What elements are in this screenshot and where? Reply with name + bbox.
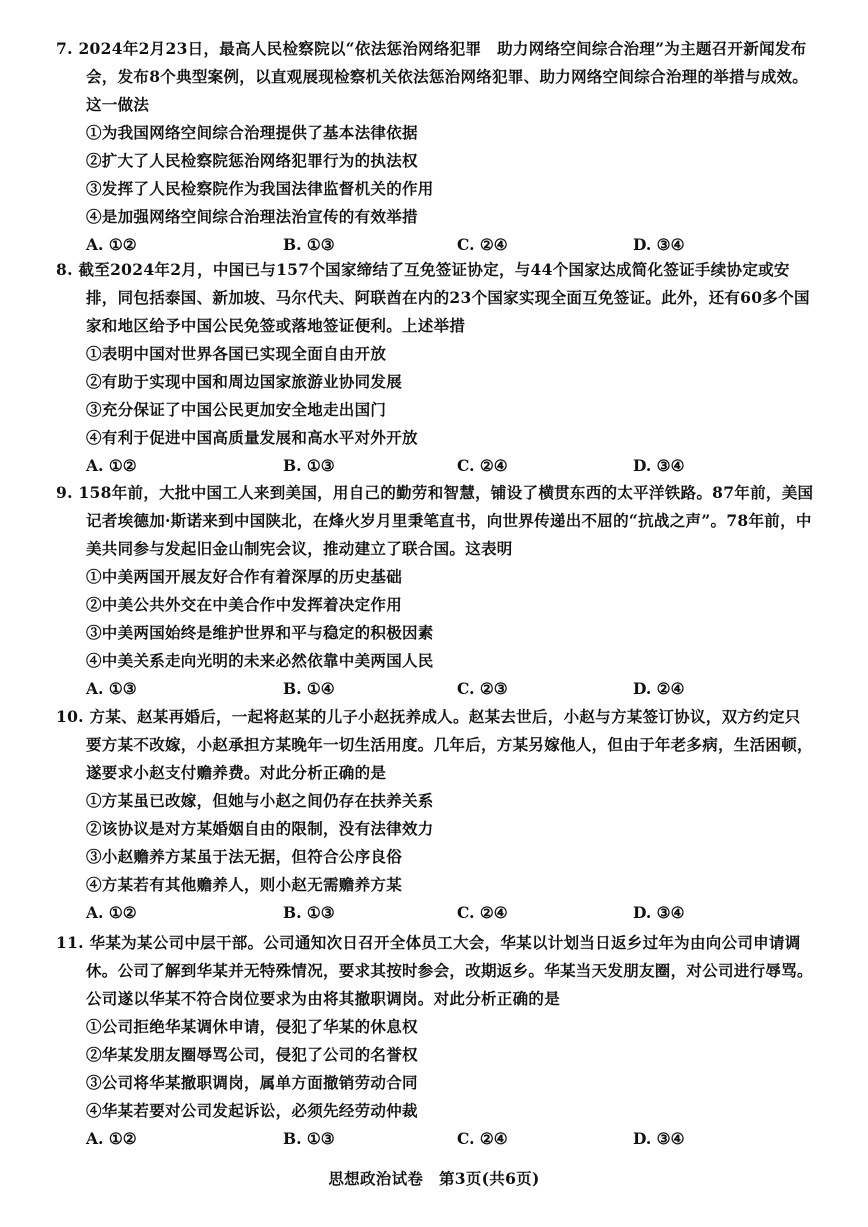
question-stem: 7. 2024年2月23日，最高人民检察院以“依法惩治网络犯罪 助力网络空间综合治理”为主题召开新闻发布会，发布8个典型案例，以直观展现检察机关依法惩治网络犯罪、助力网络空间综合治理的举措与成效。这一做法	[56, 39, 809, 114]
statement-2: ②中美公共外交在中美合作中发挥着决定作用	[86, 595, 403, 614]
option-d: D. ③④	[633, 235, 685, 254]
question-stem: 11. 华某为某公司中层干部。公司通知次日召开全体员工大会，华某以计划当日返乡过年为由向公司申请调休。公司了解到华某并无特殊情况，要求其按时参会，改期返乡。华某当天发朋友圈，对公司进行辱骂。公司遂以华某不符合岗位要求为由将其撤职调岗。对此分析正确的是	[56, 933, 813, 1008]
statement-1: ①公司拒绝华某调休申请，侵犯了华某的休息权	[86, 1017, 418, 1036]
statement-list	[0, 340, 868, 452]
answer-options	[0, 675, 868, 703]
option-a: A. ①②	[86, 1129, 137, 1148]
answer-options	[0, 899, 868, 927]
statement-list	[0, 563, 868, 675]
page-footer: 思想政治试卷 第3页(共6页)	[328, 1169, 540, 1188]
question-stem: 9. 158年前，大批中国工人来到美国，用自己的勤劳和智慧，铺设了横贯东西的太平洋铁路。87年前，美国记者埃德加·斯诺来到中国陕北，在烽火岁月里秉笔直书，向世界传递出不屈的“抗战之声”。78年前，中美共同参与发起旧金山制宪会议，推动建立了联合国。这表明	[56, 483, 814, 558]
option-b: B. ①③	[283, 456, 335, 475]
statement-3: ③充分保证了中国公民更加安全地走出国门	[86, 400, 387, 419]
option-b: B. ①④	[283, 679, 335, 698]
statement-2: ②华某发朋友圈辱骂公司，侵犯了公司的名誉权	[86, 1045, 418, 1064]
option-a: A. ①②	[86, 235, 137, 254]
statement-1: ①表明中国对世界各国已实现全面自由开放	[86, 344, 387, 363]
option-d: D. ③④	[633, 456, 685, 475]
answer-options	[0, 231, 868, 259]
statement-1: ①中美两国开展友好合作有着深厚的历史基础	[86, 567, 403, 586]
statement-1: ①方某虽已改嫁，但她与小赵之间仍存在扶养关系	[86, 791, 434, 810]
option-d: D. ③④	[633, 903, 685, 922]
option-b: B. ①③	[283, 903, 335, 922]
option-d: D. ③④	[633, 1129, 685, 1148]
question-10	[0, 703, 868, 927]
statement-4: ④是加强网络空间综合治理法治宣传的有效举措	[86, 207, 418, 226]
statement-1: ①为我国网络空间综合治理提供了基本法律依据	[86, 123, 418, 142]
statement-list	[0, 1013, 868, 1125]
statement-4: ④华某若要对公司发起诉讼，必须先经劳动仲裁	[86, 1101, 418, 1120]
question-stem: 10. 方某、赵某再婚后，一起将赵某的儿子小赵抚养成人。赵某去世后，小赵与方某签订协议，双方约定只要方某不改嫁，小赵承担方某晚年一切生活用度。几年后，方某另嫁他人，但由于年老多病，生活困顿，遂要求小赵支付赡养费。对此分析正确的是	[56, 707, 813, 782]
statement-2: ②有助于实现中国和周边国家旅游业协同发展	[86, 372, 403, 391]
statement-4: ④有利于促进中国高质量发展和高水平对外开放	[86, 428, 418, 447]
option-c: C. ②③	[457, 679, 508, 698]
statement-2: ②扩大了人民检察院惩治网络犯罪行为的执法权	[86, 151, 418, 170]
option-c: C. ②④	[457, 1129, 508, 1148]
option-c: C. ②④	[457, 235, 508, 254]
question-stem: 8. 截至2024年2月，中国已与157个国家缔结了互免签证协定，与44个国家达成简化签证手续协定或安排，同包括泰国、新加坡、马尔代夫、阿联酋在内的23个国家实现全面互免签证。此外，还有60多个国家和地区给予中国公民免签或落地签证便利。上述举措	[56, 260, 810, 335]
answer-options	[0, 1125, 868, 1153]
option-b: B. ①③	[283, 235, 335, 254]
statement-2: ②该协议是对方某婚姻自由的限制，没有法律效力	[86, 819, 434, 838]
option-c: C. ②④	[457, 456, 508, 475]
option-b: B. ①③	[283, 1129, 335, 1148]
statement-4: ④方某若有其他赡养人，则小赵无需赡养方某	[86, 875, 403, 894]
option-a: A. ①②	[86, 456, 137, 475]
option-d: D. ②④	[633, 679, 685, 698]
statement-3: ③中美两国始终是维护世界和平与稳定的积极因素	[86, 623, 434, 642]
statement-list	[0, 787, 868, 899]
statement-list	[0, 119, 868, 231]
question-9	[0, 479, 868, 703]
question-8	[0, 256, 868, 480]
statement-3: ③发挥了人民检察院作为我国法律监督机关的作用	[86, 179, 434, 198]
answer-options	[0, 452, 868, 480]
option-c: C. ②④	[457, 903, 508, 922]
statement-3: ③小赵赡养方某虽于法无据，但符合公序良俗	[86, 847, 403, 866]
option-a: A. ①②	[86, 903, 137, 922]
option-a: A. ①③	[86, 679, 137, 698]
statement-4: ④中美关系走向光明的未来必然依靠中美两国人民	[86, 651, 434, 670]
statement-3: ③公司将华某撤职调岗，属单方面撤销劳动合同	[86, 1073, 418, 1092]
question-7	[0, 35, 868, 259]
question-11	[0, 929, 868, 1153]
